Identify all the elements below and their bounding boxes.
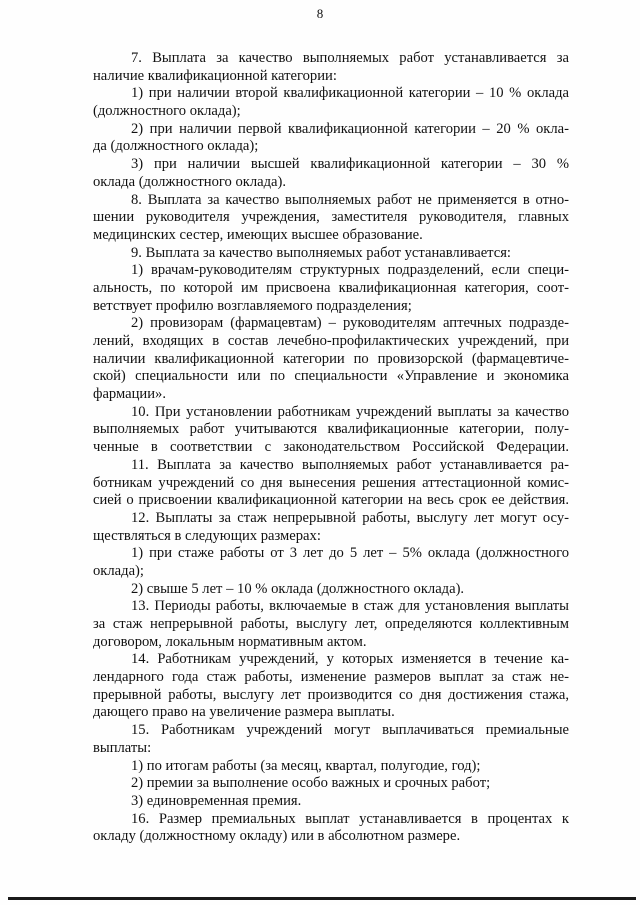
text-line: медицинских сестер, имеющих высшее образование. [93, 226, 423, 243]
text-line: дающего право на увеличение размера выплаты. [93, 704, 395, 721]
text-line: альность, по которой им присвоена квалификационная категория, соот- [93, 279, 569, 296]
text-line: фармации». [93, 386, 166, 403]
text-line: окладу (должностному окладу) или в абсолютном размере. [93, 828, 461, 845]
text-line: 8. Выплата за качество выполняемых работ не применяется в отно- [131, 191, 569, 208]
text-line: 2) свыше 5 лет – 10 % оклада (должностного оклада). [131, 580, 465, 597]
text-line: ской) специальности или по специальности «Управление и экономика [93, 368, 569, 385]
text-line: выполняемых работ учитываются квалификационные категории, полу- [93, 421, 569, 438]
text-line: лений, входящих в состав лечебно-профилактических учреждений, при [93, 333, 569, 349]
text-line: 9. Выплата за качество выполняемых работ устанавливается: [131, 244, 511, 261]
text-line: шении руководителя учреждения, заместителя руководителя, главных [93, 209, 569, 226]
text-line: договором, локальным нормативным актом. [93, 633, 367, 650]
text-line: (должностного оклада); [93, 103, 241, 120]
text-line: 16. Размер премиальных выплат устанавливается в процентах к [131, 810, 569, 827]
text-line: 2) премии за выполнение особо важных и срочных работ; [131, 775, 491, 792]
text-line: 1) врачам-руководителям структурных подразделений, если специ- [131, 262, 569, 279]
scan-edge-line [8, 897, 636, 900]
document-body [93, 50, 569, 846]
text-line: наличии квалификационной категории по провизорской (фармацевтиче- [93, 350, 569, 367]
text-line: наличие квалификационной категории: [93, 67, 337, 84]
text-line: 3) при наличии высшей квалификационной категории – 30 % [131, 156, 569, 173]
text-line: оклада); [93, 562, 144, 579]
text-line: ботникам учреждений со дня вынесения решения аттестационной комис- [93, 474, 569, 491]
text-line: 14. Работникам учреждений, у которых изменяется в течение ка- [131, 651, 569, 668]
text-line: 10. При установлении работникам учреждений выплаты за качество [131, 403, 569, 420]
text-line: 1) при наличии второй квалификационной категории – 10 % оклада [131, 85, 569, 102]
page-number: 8 [316, 6, 324, 21]
text-line: 1) при стаже работы от 3 лет до 5 лет – 5% оклада (должностного [131, 545, 569, 562]
text-line: прерывной работы, выслугу лет производится со дня достижения стажа, [93, 686, 569, 703]
text-line: 7. Выплата за качество выполняемых работ устанавливается за [131, 50, 569, 66]
text-line: ществляться в следующих размерах: [93, 527, 321, 544]
text-line: 12. Выплаты за стаж непрерывной работы, выслугу лет могут осу- [131, 509, 569, 526]
text-line: ченные в соответствии с законодательством Российской Федерации. [93, 439, 569, 456]
text-line: оклада (должностного оклада). [93, 173, 287, 190]
text-line: 1) по итогам работы (за месяц, квартал, полугодие, год); [131, 757, 481, 774]
text-line: лендарного года стаж работы, изменение размеров выплат за стаж не- [93, 669, 569, 686]
text-line: 2) провизорам (фармацевтам) – руководителям аптечных подразде- [131, 315, 569, 332]
text-line: сией о присвоении квалификационной категории на весь срок ее действия. [93, 492, 569, 509]
text-line: 13. Периоды работы, включаемые в стаж для установления выплаты [131, 598, 569, 615]
text-line: выплаты: [93, 739, 152, 756]
text-line: да (должностного оклада); [93, 138, 259, 155]
text-line: 3) единовременная премия. [131, 792, 302, 809]
text-line: 15. Работникам учреждений могут выплачиваться премиальные [131, 722, 569, 739]
text-line: 11. Выплата за качество выполняемых работ устанавливается ра- [131, 456, 569, 473]
text-line: 2) при наличии первой квалификационной категории – 20 % окла- [131, 120, 569, 137]
text-line: за стаж непрерывной работы, выслугу лет, определяются коллективным [93, 616, 569, 632]
text-line: ветствует профилю возглавляемого подразделения; [93, 297, 412, 314]
